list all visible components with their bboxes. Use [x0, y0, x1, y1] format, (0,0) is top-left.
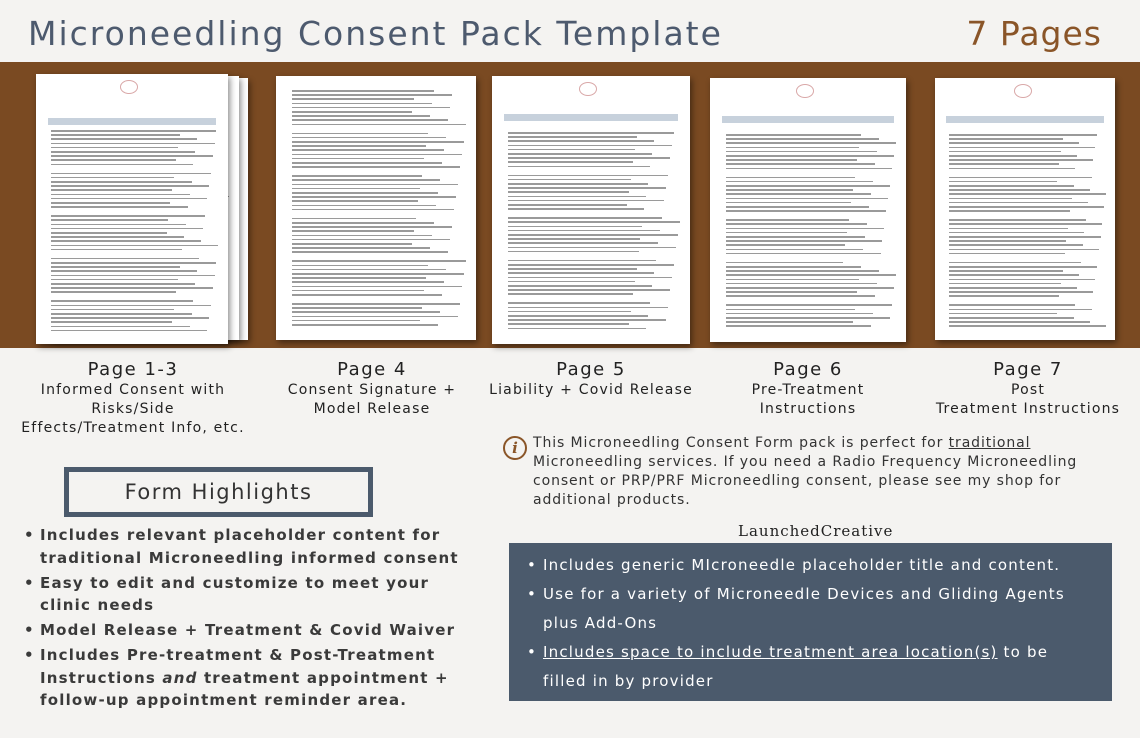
list-item: • Includes space to include treatment area location(s) to be filled in by provider	[527, 638, 1096, 696]
list-item: • Use for a variety of Microneedle Devices and Gliding Agents plus Add-Ons	[527, 580, 1096, 638]
caption-page-number: Page 5	[556, 359, 626, 380]
caption-page-5	[476, 358, 706, 400]
caption-page-number: Page 1-3	[87, 359, 179, 380]
list-item: • Includes Pre-treatment & Post-Treatment Instructions and treatment appointment + follow-up appointment reminder area.	[24, 644, 484, 712]
doc-thumb-page-7	[935, 78, 1115, 340]
caption-page-number: Page 6	[773, 359, 843, 380]
caption-line: Treatment Instructions	[935, 401, 1121, 417]
page-count-label: 7 Pages	[966, 14, 1102, 53]
info-note: This Microneedling Consent Form pack is perfect for traditional Microneedling services. If you need a Radio Frequency Microneedling consent or PRP/PRF Microneedling consent, please see my shop for additional products.	[533, 435, 1078, 508]
doc-thumb-page-1	[36, 74, 228, 344]
caption-line: Consent Signature +	[287, 382, 457, 398]
feature-box	[509, 543, 1112, 701]
caption-line: Effects/Treatment Info, etc.	[21, 420, 245, 436]
doc-thumb-page-6	[710, 78, 906, 342]
caption-page-7	[928, 358, 1128, 419]
info-underlined-word: traditional	[948, 435, 1031, 451]
caption-page-6	[710, 358, 906, 419]
preview-band	[0, 62, 1140, 348]
form-highlights-heading-box	[64, 467, 373, 517]
caption-page-1-3	[8, 358, 258, 438]
info-icon: i	[503, 436, 527, 460]
caption-page-4	[272, 358, 472, 419]
caption-line: Liability + Covid Release	[489, 382, 693, 398]
caption-page-number: Page 7	[993, 359, 1063, 380]
list-item: • Easy to edit and customize to meet your clinic needs	[24, 572, 484, 617]
feature-list	[527, 551, 1096, 696]
form-highlights-list	[24, 524, 484, 714]
caption-line: Model Release	[313, 401, 431, 417]
brand-name: LaunchedCreative	[738, 522, 894, 540]
caption-line: Risks/Side	[91, 401, 175, 417]
underlined-phrase: Includes space to include treatment area location(s)	[543, 643, 998, 661]
list-item: • Includes relevant placeholder content for traditional Microneedling informed consent	[24, 524, 484, 569]
caption-line: Pre-Treatment	[751, 382, 865, 398]
caption-line: Informed Consent with	[40, 382, 226, 398]
list-item: • Includes generic MIcroneedle placeholder title and content.	[527, 551, 1096, 580]
page-title: Microneedling Consent Pack Template	[28, 14, 723, 53]
caption-line: Post	[1010, 382, 1046, 398]
doc-thumb-page-4	[276, 76, 476, 340]
list-item: • Model Release + Treatment & Covid Waiver	[24, 619, 484, 642]
doc-thumb-page-5	[492, 76, 690, 344]
caption-page-number: Page 4	[337, 359, 407, 380]
form-highlights-heading: Form Highlights	[69, 472, 368, 512]
caption-line: Instructions	[759, 401, 857, 417]
